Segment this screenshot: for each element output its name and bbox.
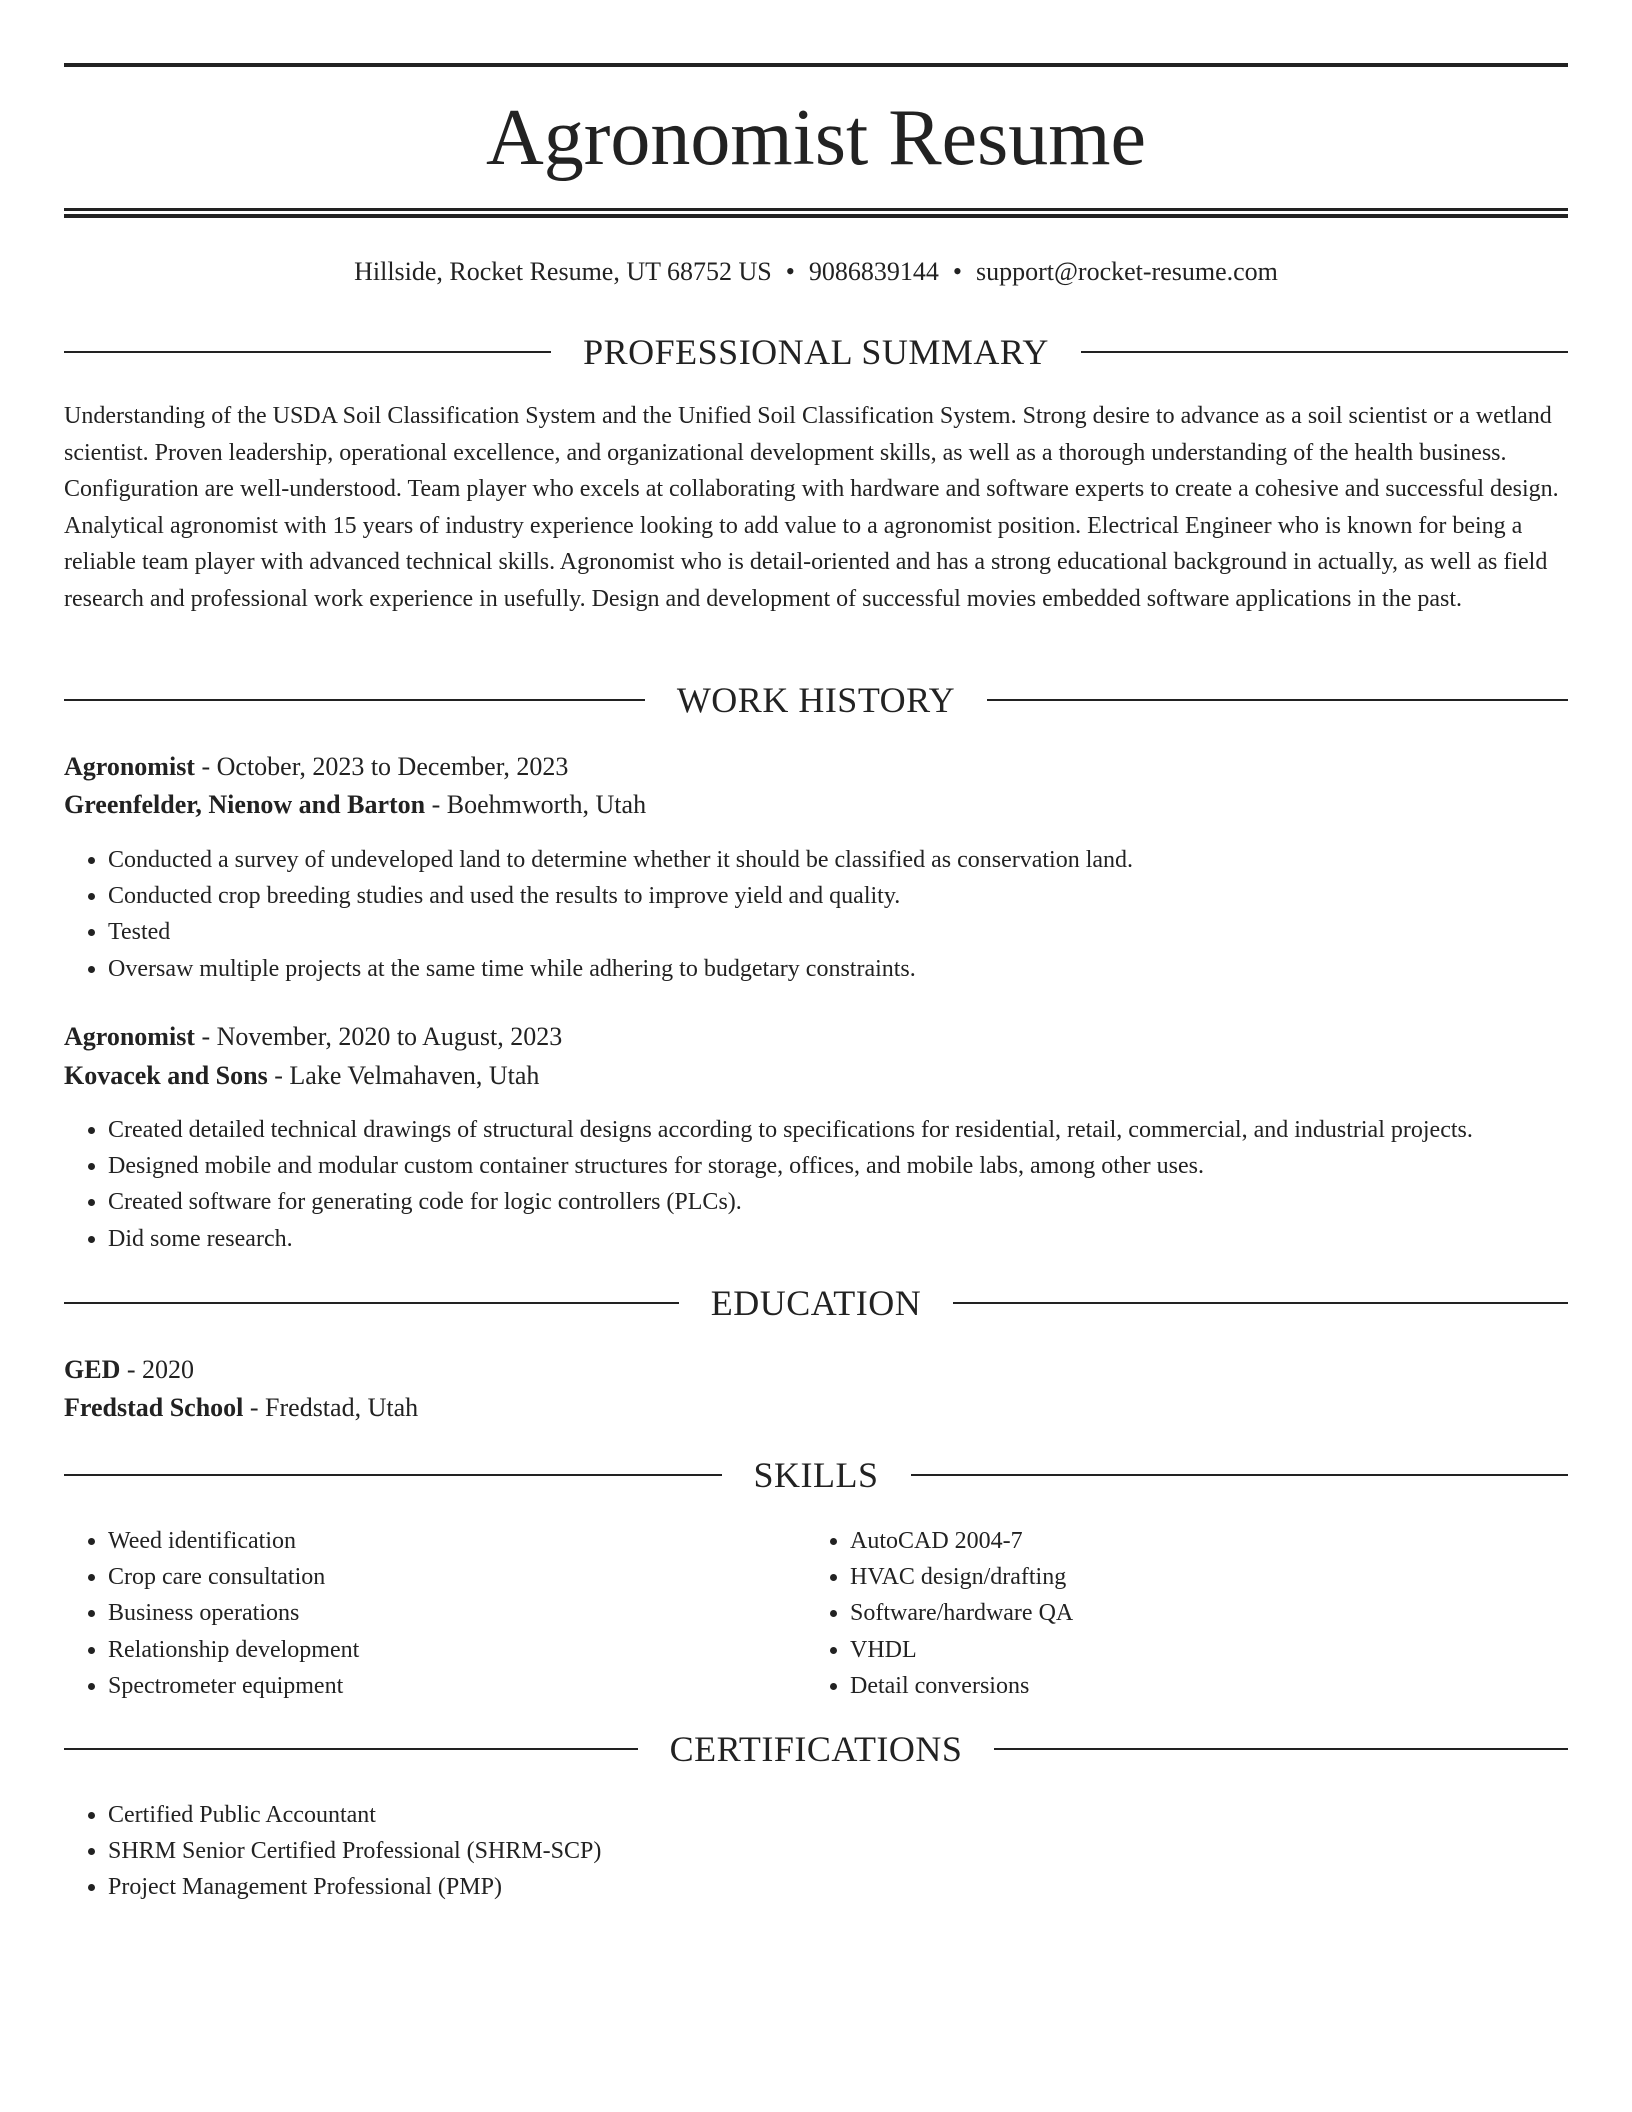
job-location: - Boehmworth, Utah [425, 790, 647, 819]
heading-rule [911, 1474, 1569, 1476]
job-location: - Lake Velmahaven, Utah [267, 1061, 540, 1090]
list-item: • Oversaw multiple projects at the same time while adhering to budgetary constraints. [108, 951, 1568, 987]
education-location: - Fredstad, Utah [243, 1393, 419, 1422]
education-school-line [64, 1390, 1568, 1426]
list-item: • Certified Public Accountant [108, 1797, 1568, 1833]
job-dates: - November, 2020 to August, 2023 [194, 1022, 563, 1051]
job-title: Agronomist [64, 1022, 195, 1051]
list-item: • Weed identification [108, 1523, 808, 1559]
section-title: EDUCATION [710, 1283, 922, 1323]
list-item: • Conducted crop breeding studies and used the results to improve yield and quality. [108, 878, 1568, 914]
job-dates: - October, 2023 to December, 2023 [194, 752, 569, 781]
contact-email: support@rocket-resume.com [975, 257, 1278, 286]
skills-heading [64, 1453, 1568, 1497]
job-title: Agronomist [64, 752, 195, 781]
job-bullets [64, 842, 1568, 987]
contact-address: Hillside, Rocket Resume, UT 68752 US [354, 257, 772, 286]
contact-separator: • [952, 257, 962, 286]
list-item: • Created detailed technical drawings of structural designs according to specifications for residential, retail, commercial, and industrial projects. [108, 1112, 1568, 1148]
list-item: • Did some research. [108, 1221, 1568, 1257]
list-item: • Designed mobile and modular custom container structures for storage, offices, and mobile labs, among other uses. [108, 1148, 1568, 1184]
heading-rule [64, 351, 551, 353]
heading-rule [994, 1748, 1568, 1750]
heading-rule [64, 699, 645, 701]
job-title-line [64, 749, 1568, 785]
list-item: • AutoCAD 2004-7 [850, 1523, 1550, 1559]
job-company-line [64, 787, 1568, 823]
education-degree-line [64, 1352, 1568, 1388]
education-school: Fredstad School [64, 1393, 244, 1422]
list-item: • Business operations [108, 1595, 808, 1631]
list-item: • Crop care consultation [108, 1559, 808, 1595]
section-title: CERTIFICATIONS [669, 1729, 963, 1769]
list-item: • SHRM Senior Certified Professional (SHRM-SCP) [108, 1833, 1568, 1869]
job-title-line [64, 1019, 1568, 1055]
job-company: Greenfelder, Nienow and Barton [64, 790, 426, 819]
certifications-heading [64, 1727, 1568, 1771]
job-company: Kovacek and Sons [64, 1061, 268, 1090]
section-title: WORK HISTORY [676, 680, 956, 720]
heading-rule [64, 1474, 722, 1476]
section-title: PROFESSIONAL SUMMARY [583, 332, 1049, 372]
education-year: - 2020 [120, 1355, 195, 1384]
education-heading [64, 1281, 1568, 1325]
list-item: • HVAC design/drafting [850, 1559, 1550, 1595]
section-title: SKILLS [753, 1455, 879, 1495]
list-item: • Tested [108, 914, 1568, 950]
certifications-list [64, 1797, 1568, 1906]
heading-rule [953, 1302, 1568, 1304]
list-item: • Software/hardware QA [850, 1595, 1550, 1631]
contact-line [64, 254, 1568, 290]
heading-rule [1081, 351, 1568, 353]
summary-text: Understanding of the USDA Soil Classification System and the Unified Soil Classification System. Strong desire to advance as a soil scientist or a wetland scientist. Proven leadership, operational excellence, and organizational development skills, as well as a thorough understanding of the health business. Configuration are well-understood. Team player who excels at collaborating with hardware and software experts to create a cohesive and successful design. Analytical agronomist with 15 years of industry experience looking to add value to a agronomist position. Electrical Engineer who is known for being a reliable team player with advanced technical skills. Agronomist who is detail-oriented and has a strong educational background in actually, as well as field research and professional work experience in usefully. Design and development of successful movies embedded software applications in the past. [64, 403, 1559, 612]
list-item: • VHDL [850, 1632, 1550, 1668]
heading-rule [64, 1302, 679, 1304]
job-bullets [64, 1112, 1568, 1257]
list-item: • Project Management Professional (PMP) [108, 1869, 1568, 1905]
top-rule [64, 63, 1568, 67]
job-company-line [64, 1058, 1568, 1094]
list-item: • Created software for generating code for logic controllers (PLCs). [108, 1184, 1568, 1220]
heading-rule [64, 1748, 638, 1750]
contact-separator: • [785, 257, 795, 286]
summary-heading [64, 330, 1568, 374]
title-double-rule [64, 208, 1568, 218]
list-item: • Relationship development [108, 1632, 808, 1668]
list-item: • Detail conversions [850, 1668, 1550, 1704]
education-degree: GED [64, 1355, 121, 1384]
contact-phone: 9086839144 [808, 257, 939, 286]
list-item: • Conducted a survey of undeveloped land to determine whether it should be classified as conservation land. [108, 842, 1568, 878]
work-history-heading [64, 678, 1568, 722]
skills-list-right [806, 1523, 1550, 1704]
skills-list-left [64, 1523, 808, 1704]
page-title: Agronomist Resume [486, 94, 1146, 182]
list-item: • Spectrometer equipment [108, 1668, 808, 1704]
heading-rule [987, 699, 1568, 701]
